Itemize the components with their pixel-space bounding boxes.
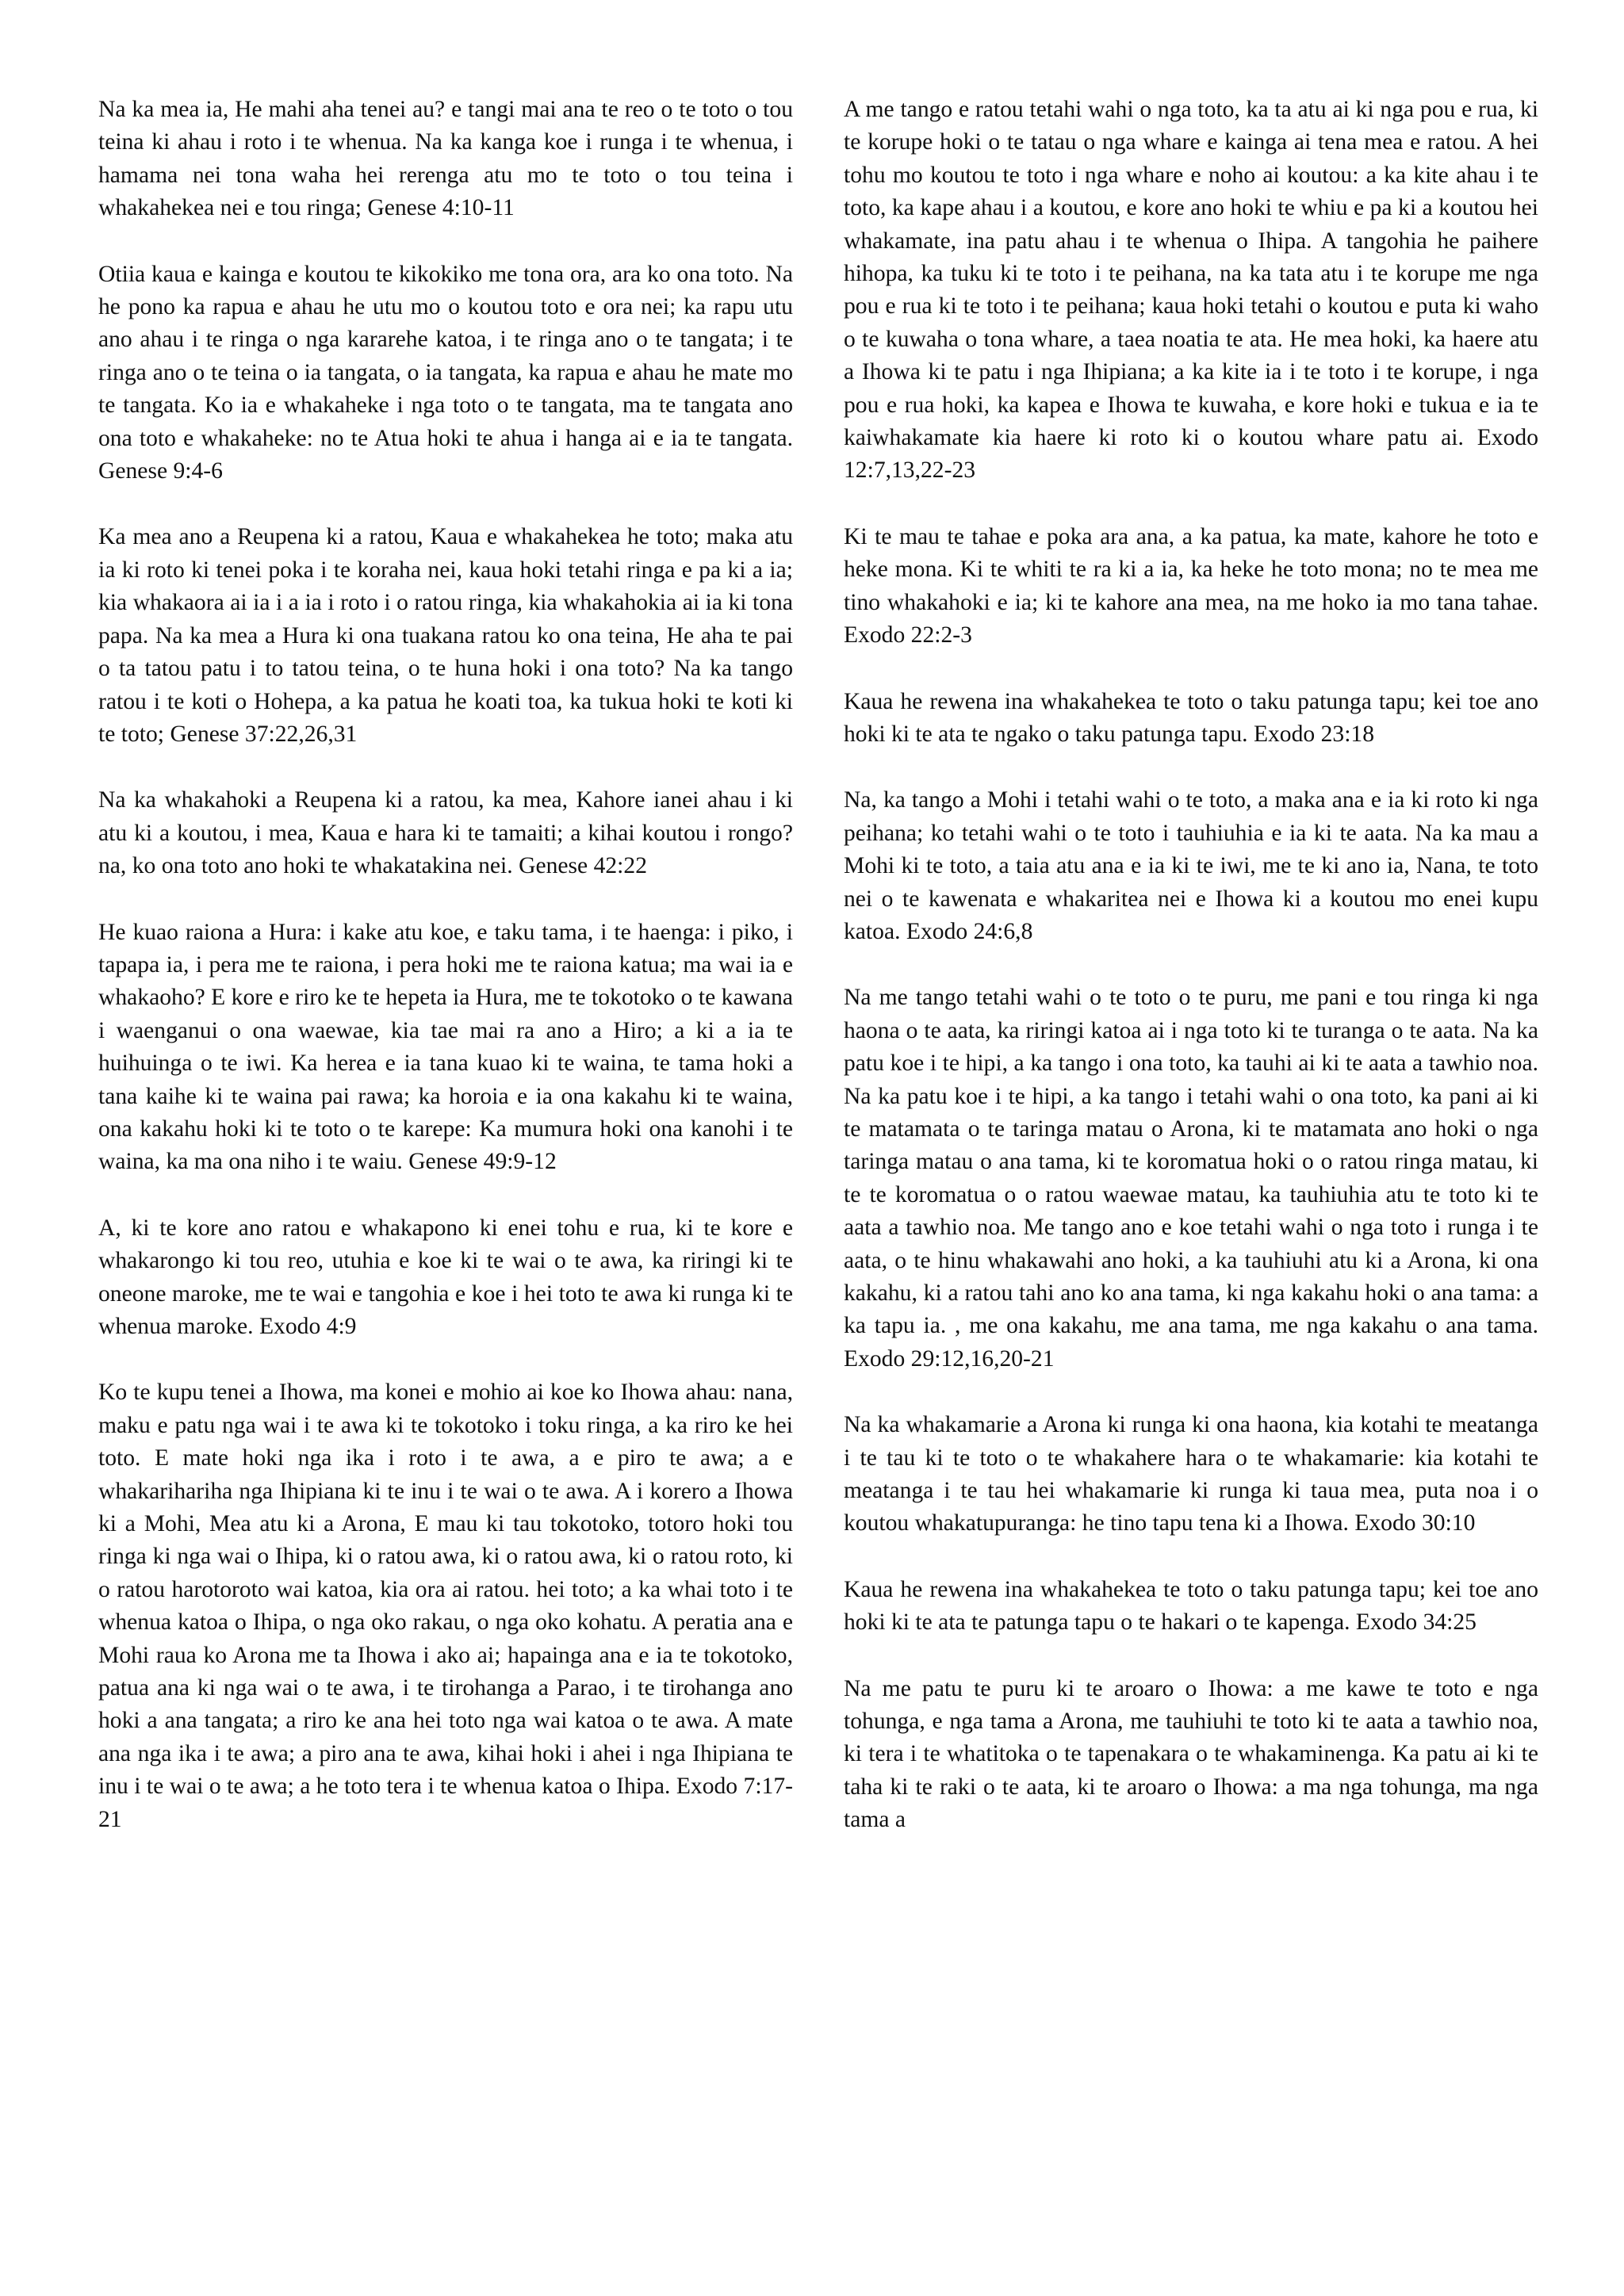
scripture-paragraph	[844, 1673, 1538, 1837]
verse-text: Ko te kupu tenei a Ihowa, ma konei e mohio ai koe ko Ihowa ahau: nana, maku e patu nga wai i te awa ki te tokotoko i toku ringa, a ka riro ke hei toto. E mate hoki nga ika i roto i te awa, a e piro te awa; a e whakarihariha nga Ihipiana ki te inu i te wai o te awa. A i korero a Ihowa ki a Mohi, Mea atu ki a Arona, E mau ki tau tokotoko, totoro hoki tou ringa ki nga wai o Ihipa, ki o ratou awa, ki o ratou awa, ki o ratou roto, ki o ratou harotoroto wai katoa, kia ora ai ratou. hei toto; a ka whai toto i te whenua katoa o Ihipa, o nga oko rakau, o nga oko kohatu. A peratia ana e Mohi raua ko Arona me ta Ihowa i ako ai; hapainga ana e ia te tokotoko, patua ana ki nga wai o te awa, i te tirohanga a Parao, i te tirohanga ano hoki a ana tangata; a riro ke ana hei toto nga wai katoa o te awa. A mate ana nga ika i te awa; a piro ana te awa, kihai hoki i ahei i nga Ihipiana te inu i te wai o te awa; a he toto tera i te whenua katoa o Ihipa.	[98, 1380, 793, 1800]
scripture-paragraph	[98, 1376, 793, 1836]
scripture-paragraph	[98, 521, 793, 751]
scripture-paragraph	[844, 784, 1538, 948]
scripture-reference: Exodo 34:25	[1355, 1609, 1477, 1636]
verse-text: Na me tango tetahi wahi o te toto o te puru, me pani e tou ringa ki nga haona o te aata, ka riringi katoa ai i nga toto ki te turanga o te aata. Na ka patu koe i te hipi, a ka tango i ona toto, ka tauhi ai ki te aata a tawhio noa. Na ka patu koe i te hipi, a ka tango i tetahi wahi o ona toto, ka pani ai ki te matamata o te taringa matau o Arona, ki te matamata ano hoki o nga taringa matau o ana tama, ki te koromatua hoki o o ratou ringa matau, ki te te koromatua o o ratou waewae matau, ka tauhiuhia atu te toto ki te aata a tawhio noa. Me tango ano e koe tetahi wahi o nga toto i runga i te aata, o te hinu whakawahi ano hoki, a ka tauhiuhi atu ki a Arona, ki ona kakahu, ki a ratou tahi ano ko ana tama, ki nga kakahu hoki o ana tama: a ka tapu ia. , me ona kakahu, me ana tama, me nga kakahu o ana tama.	[844, 985, 1538, 1339]
scripture-reference: Exodo 12:7,13,22-23	[844, 425, 1538, 484]
scripture-reference: Genese 37:22,26,31	[170, 721, 358, 747]
scripture-paragraph	[98, 94, 793, 225]
scripture-reference: Exodo 7:17-21	[98, 1774, 794, 1832]
verse-text: Kaua he rewena ina whakahekea te toto o taku patunga tapu; kei toe ano hoki ki te ata te ngako o taku patunga tapu.	[844, 688, 1538, 747]
left-column	[98, 94, 793, 1836]
scripture-paragraph	[98, 916, 793, 1179]
verse-text: Na ka mea ia, He mahi aha tenei au? e tangi mai ana te reo o te toto o tou teina ki ahau i roto i te whenua. Na ka kanga koe i runga i te whenua, i hamama nei tona waha hei rerenga atu mo te toto o tou teina i whakahekea nei e tou ringa;	[98, 97, 793, 221]
verse-text: He kuao raiona a Hura: i kake atu koe, e taku tama, i te haenga: i piko, i tapapa ia, i pera me te raiona, i pera hoki me te raiona katua; ma wai ia e whakaoho? E kore e riro ke te hepeta ia Hura, me te tokotoko o te kawana i waenganui o ona waewae, kia tae mai ra ano a Hiro; a ki a ia te huihuinga o te iwi. Ka herea e ia tana kuao ki te waina, te tama hoki a tana kaihe ki te waina pai rawa; ka horoia e ia ona kakahu ki te waina, ona kakahu hoki ki te toto o te karepe: Ka mumura hoki ona kanohi i te waina, ka ma ona niho i te waiu.	[98, 919, 793, 1175]
verse-text: Ki te mau te tahae e poka ara ana, a ka patua, ka mate, kahore he toto e heke mona. Ki te whiti te ra ki a ia, ka heke he toto mona; no te mea me tino whakahoki e ia; ki te kahore ana mea, na me hoko ia mo tana tahae.	[844, 523, 1538, 615]
scripture-reference: Exodo 23:18	[1253, 721, 1375, 747]
scripture-reference: Genese 49:9-12	[408, 1149, 557, 1175]
scripture-paragraph	[844, 686, 1538, 752]
scripture-reference: Exodo 30:10	[1354, 1510, 1476, 1536]
scripture-paragraph	[98, 258, 793, 488]
verse-text: Na, ka tango a Mohi i tetahi wahi o te toto, a maka ana e ia ki roto ki nga peihana; ko tetahi wahi o te toto i tauhiuhia e ia ki te aata. Na ka mau a Mohi ki te toto, a taia atu ana e ia ki te iwi, me te ki ano ia, Nana, te toto nei o te kawenata e whakaritea nei e Ihowa ki a koutou mo enei kupu katoa.	[844, 787, 1538, 944]
verse-text: Kaua he rewena ina whakahekea te toto o taku patunga tapu; kei toe ano hoki ki te ata te patunga tapu o te hakari o te kapenga.	[844, 1576, 1538, 1636]
verse-text: Na ka whakahoki a Reupena ki a ratou, ka mea, Kahore ianei ahau i ki atu ki a koutou, i mea, Kaua e hara ki te tamaiti; a kihai koutou i rongo? na, ko ona toto ano hoki te whakatakina nei.	[98, 787, 793, 879]
scripture-paragraph	[844, 521, 1538, 652]
scripture-paragraph	[98, 784, 793, 882]
right-column	[844, 94, 1538, 1837]
verse-text: A me tango e ratou tetahi wahi o nga toto, ka ta atu ai ki nga pou e rua, ki te korupe hoki o te tatau o nga whare e kainga ai tena mea e ratou. A hei tohu mo koutou te toto i nga whare e noho ai koutou: a ka kite ahau i te toto, ka kape ahau i a koutou, e kore ano hoki te whiu e pa ki a koutou hei whakamate, ina patu ahau i te whenua o Ihipa. A tangohia he paihere hihopa, ka tuku ki te toto i te peihana, na ka tata atu i te korupe me nga pou e rua ki te toto i te peihana; kaua hoki tetahi o koutou e puta ki waho o te kuwaha o tona whare, a taea noatia te ata. He mea hoki, ka haere atu a Ihowa ki te patu i nga Ihipiana; a ka kite ia i te toto i te korupe, i nga pou e rua hoki, ka kapea e Ihowa te kuwaha, e kore hoki e tukua e ia te kaiwhakamate kia haere ki roto ki o koutou whare patu ai.	[844, 97, 1538, 451]
verse-text: Na me patu te puru ki te aroaro o Ihowa: a me kawe te toto e nga tohunga, e nga tama a Arona, me tauhiuhi te toto ki te aata a tawhio noa, ki tera i te whatitoka o te tapenakara o te whakaminenga. Ka patu ai ki te taha ki te raki o te aata, ki te aroaro o Ihowa: a ma nga tohunga, ma nga tama a	[844, 1675, 1538, 1833]
scripture-paragraph	[844, 94, 1538, 488]
verse-text: Na ka whakamarie a Arona ki runga ki ona haona, kia kotahi te meatanga i te tau ki te toto o te whakahere hara o te whakamarie: kia kotahi te meatanga i te tau hei whakamarie ki runga ki taua mea, puta noa i o koutou whakatupuranga: he tino tapu tena ki a Ihowa.	[844, 1412, 1538, 1536]
scripture-reference: Exodo 29:12,16,20-21	[844, 1345, 1055, 1372]
scripture-paragraph	[844, 1574, 1538, 1640]
scripture-reference: Genese 9:4-6	[98, 458, 223, 484]
verse-text: Ka mea ano a Reupena ki a ratou, Kaua e whakahekea he toto; maka atu ia ki roto ki tenei poka i te koraha nei, kaua hoki tetahi ringa e pa ki a ia; kia whakaora ai ia i a ia i roto i o ratou ringa, kia whakahokia ai ia ki tona papa. Na ka mea a Hura ki ona tuakana ratou ko ona teina, He aha te pai o ta tatou patu i to tatou teina, o te huna hoki i ona toto? Na ka tango ratou i te koti o Hohepa, a ka patua he koati toa, ka tukua hoki te koti ki te toto;	[98, 524, 793, 747]
scripture-paragraph	[844, 982, 1538, 1376]
verse-text: A, ki te kore ano ratou e whakapono ki enei tohu e rua, ki te kore e whakarongo ki tou reo, utuhia e koe ki te wai o te awa, ka riringi ki te oneone maroke, me te wai e tangohia e koe i hei toto te awa ki runga ki te whenua maroke.	[98, 1215, 793, 1339]
scripture-reference: Genese 4:10-11	[367, 195, 515, 221]
scripture-reference: Exodo 22:2-3	[844, 622, 972, 649]
verse-text: Otiia kaua e kainga e koutou te kikokiko me tona ora, ara ko ona toto. Na he pono ka rapua e ahau he utu mo o koutou toto e ora nei; ka rapu utu ano ahau i te ringa o nga kararehe katoa, i te ringa ano o te tangata; i te ringa ano o te teina o ia tangata, o ia tangata, ka rapua e ahau he mate mo te tangata. Ko ia e whakaheke i nga toto o te tangata, ma te tangata ano ona toto e whakaheke: no te Atua hoki te ahua i hanga ai e ia te tangata.	[98, 261, 793, 451]
scripture-paragraph	[844, 1409, 1538, 1540]
scripture-reference: Exodo 24:6,8	[906, 918, 1033, 944]
scripture-reference: Genese 42:22	[519, 853, 647, 879]
scripture-paragraph	[98, 1212, 793, 1344]
scripture-reference: Exodo 4:9	[259, 1314, 357, 1339]
